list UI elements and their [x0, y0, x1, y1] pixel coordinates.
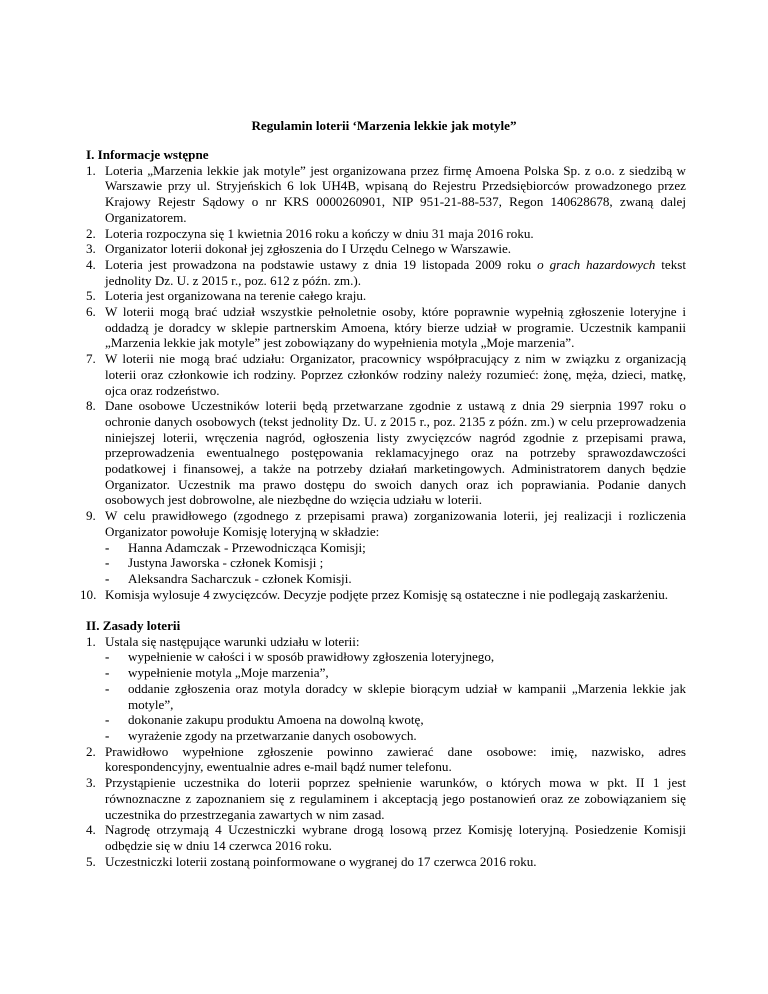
commission-member: - Justyna Jaworska - członek Komisji ;: [105, 555, 324, 571]
section-heading-1: I. Informacje wstępne: [86, 147, 209, 162]
list-item: 5. Loteria jest organizowana na terenie całego kraju.: [86, 288, 367, 304]
list-item: 4. Loteria jest prowadzona na podstawie ustawy z dnia 19 listopada 2009 roku o grach hazardowych tekst jednolity Dz. U. z 2015 r., poz. 612 z późn. zm.).: [86, 256, 686, 288]
condition-item: - wyrażenie zgody na przetwarzanie danych osobowych.: [105, 728, 417, 743]
list-item: 4. Nagrodę otrzymają 4 Uczestniczki wybrane drogą losową przez Komisję loteryjną. Posiedzenie Komisji odbędzie się w dniu 14 czerwca 2016 roku.: [86, 822, 686, 853]
condition-item: - dokonanie zakupu produktu Amoena na dowolną kwotę,: [105, 712, 424, 728]
document-title: Regulamin loterii ‘Marzenia lekkie jak motyle”: [251, 118, 517, 133]
commission-member: - Hanna Adamczak - Przewodnicząca Komisji;: [105, 539, 366, 555]
list-item: 5. Uczestniczki loterii zostaną poinformowane o wygranej do 17 czerwca 2016 roku.: [86, 853, 537, 869]
list-item: 2. Prawidłowo wypełnione zgłoszenie powinno zawierać dane osobowe: imię, nazwisko, adres korespondencyjny, ewentualnie adres e-mail bądź numer telefonu.: [86, 743, 686, 775]
list-item: 3. Przystąpienie uczestnika do loterii poprzez spełnienie warunków, o których mowa w pkt. II 1 jest równoznaczne z zapoznaniem się z regulaminem i akceptacją jego postanowień oraz ze zobowiązaniem się uczestnika do przestrzegania zawartych w nim zasad.: [86, 775, 686, 822]
section-2-list: [86, 634, 686, 870]
list-item: 3. Organizator loterii dokonał jej zgłoszenia do I Urzędu Celnego w Warszawie.: [86, 241, 512, 257]
list-item: 1. Loteria „Marzenia lekkie jak motyle” jest organizowana przez firmę Amoena Polska Sp. z o.o. z siedzibą w Warszawie przy ul. Stryjeńskich 6 lok UH4B, wpisaną do Rejestru Przedsiębiorców prowadzonego przez Krajowy Rejestr Sądowy o nr KRS 0000260901, NIP 951-21-88-537, Regon 140628678, zwaną dalej Organizatorem.: [86, 162, 686, 225]
condition-item: - wypełnienie w całości i w sposób prawidłowy zgłoszenia loteryjnego,: [105, 649, 495, 665]
list-item: 1. Ustala się następujące warunki udziału w loterii:: [86, 633, 360, 649]
list-item: 6. W loterii mogą brać udział wszystkie pełnoletnie osoby, które poprawnie wypełnią zgłoszenie loteryjne i oddadzą je doradcy w sklepie partnerskim Amoena, który bierze udział w programie. Uczestnik kampanii „Marzenia lekkie jak motyle” jest zobowiązany do wypełnienia motyla „Moje marzenia”.: [86, 304, 686, 351]
list-item: 10. Komisja wylosuje 4 zwycięzców. Decyzje podjęte przez Komisję są ostateczne i nie podlegają zaskarżeniu.: [80, 586, 669, 602]
list-item: 9. W celu prawidłowego (zgodnego z przepisami prawa) zorganizowania loterii, jej realizacji i rozliczenia Organizator powołuje Komisję loteryjną w składzie:: [86, 508, 686, 539]
section-heading-2: II. Zasady loterii: [86, 618, 181, 634]
list-item: 8. Dane osobowe Uczestników loterii będą przetwarzane zgodnie z ustawą z dnia 29 sierpnia 1997 roku o ochronie danych osobowych (tekst jednolity Dz. U. z 2015 r., poz. 2135 z późn. zm.) w celu przeprowadzenia niniejszej loterii, wręczenia nagród, ogłoszenia listy zwycięzców nagród zgodnie z przepisami prawa, przeprowadzenia ewentualnego postępowania reklamacyjnego oraz na potrzeby sprawozdawczości podatkowej i finansowej, a także na potrzeby działań marketingowych. Administratorem danych będzie Organizator. Uczestnik ma prawo dostępu do swoich danych oraz ich poprawiania. Podanie danych osobowych jest dobrowolne, ale niezbędne do wzięcia udziału w loterii.: [86, 398, 686, 508]
commission-member: - Aleksandra Sacharczuk - członek Komisji.: [105, 570, 352, 586]
condition-item: - wypełnienie motyla „Moje marzenia”,: [105, 665, 329, 681]
section-1-list: [80, 162, 686, 603]
list-item: 7. W loterii nie mogą brać udziału: Organizator, pracownicy współpracujący z nim w związku z organizacją loterii oraz członkowie ich rodziny. Poprzez członków rodziny należy rozumieć: żonę, męża, dzieci, matkę, ojca oraz rodzeństwo.: [86, 351, 686, 398]
condition-item: - oddanie zgłoszenia oraz motyla doradcy w sklepie biorącym udział w kampanii „Marzenia lekkie jak motyle”,: [105, 680, 686, 712]
list-item: 2. Loteria rozpoczyna się 1 kwietnia 2016 roku a kończy w dniu 31 maja 2016 roku.: [86, 225, 534, 241]
document-body: [80, 147, 686, 869]
